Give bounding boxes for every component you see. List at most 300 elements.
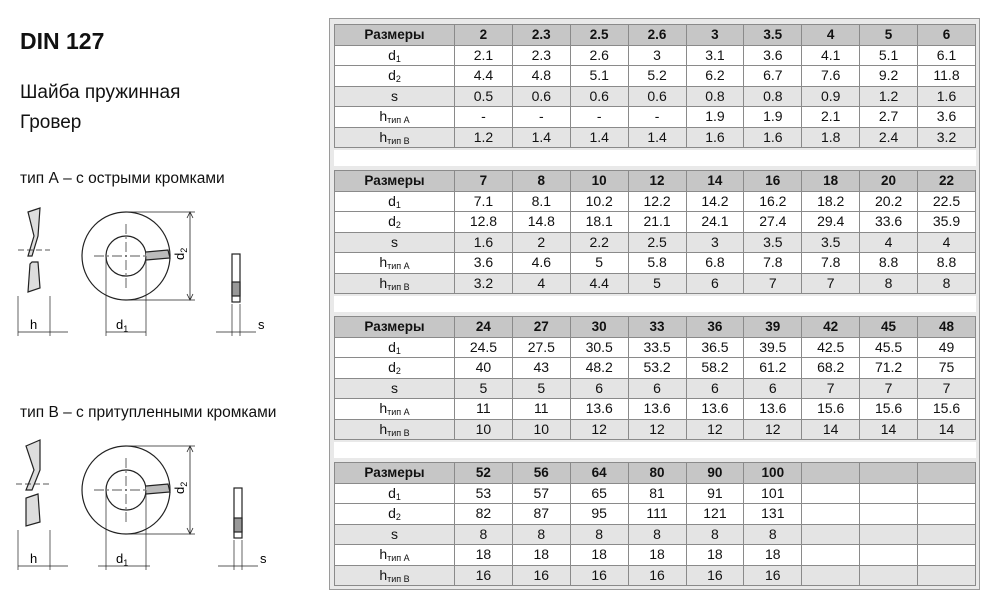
row-label-subscript: тип А — [387, 553, 410, 564]
table-cell — [860, 463, 918, 484]
d1-dimension-label: $d_1$ — [116, 317, 129, 334]
table-cell: 10 — [455, 419, 513, 440]
table-cell: 48.2 — [570, 358, 628, 379]
table-cell — [802, 565, 860, 586]
row-label-subscript: тип В — [387, 281, 410, 292]
row-label — [335, 45, 455, 66]
row-label-text: s — [391, 87, 398, 104]
row-label — [335, 545, 455, 566]
table-block — [334, 24, 976, 148]
row-label — [335, 483, 455, 504]
table-cell: 39 — [744, 317, 802, 338]
table-cell: 121 — [686, 504, 744, 525]
row-label-text: d — [388, 67, 396, 84]
table-cell: 4 — [918, 232, 976, 253]
table-cell: 6 — [686, 378, 744, 399]
dimensions-table — [329, 18, 980, 590]
row-label — [335, 212, 455, 233]
row-label-subscript: 2 — [395, 74, 401, 85]
row-label-text: d — [388, 213, 396, 230]
table-cell: 53 — [455, 483, 513, 504]
h-dimension-label: h — [30, 551, 38, 566]
table-cell: 8.8 — [918, 253, 976, 274]
table-cell — [918, 483, 976, 504]
row-label-text: h — [379, 566, 388, 583]
table-cell: 7 — [802, 273, 860, 294]
table-cell: 82 — [455, 504, 513, 525]
row-label-text: h — [379, 420, 388, 437]
row-label — [335, 273, 455, 294]
table-cell: 0.8 — [744, 86, 802, 107]
table-cell: 0.6 — [512, 86, 570, 107]
table-cell: 14 — [918, 419, 976, 440]
table-cell: 8 — [860, 273, 918, 294]
row-label-text: h — [379, 254, 388, 271]
table-cell: 1.6 — [744, 127, 802, 148]
table-cell: 64 — [570, 463, 628, 484]
d2-row — [335, 504, 976, 525]
table-cell: 7 — [918, 378, 976, 399]
table-cell: 14 — [686, 171, 744, 192]
table-cell — [860, 504, 918, 525]
table-cell: 18.1 — [570, 212, 628, 233]
table-cell: 0.8 — [686, 86, 744, 107]
row-label-text: d — [388, 359, 396, 376]
table-cell: 13.6 — [570, 399, 628, 420]
table-cell: 6 — [686, 273, 744, 294]
table-cell: 49 — [918, 337, 976, 358]
d1-row — [335, 45, 976, 66]
table-cell — [802, 524, 860, 545]
row-label-text: Размеры — [364, 319, 425, 335]
table-cell: 65 — [570, 483, 628, 504]
h-type-a-row — [335, 107, 976, 128]
table-cell: 87 — [512, 504, 570, 525]
row-label-text: d — [388, 192, 396, 209]
table-cell: 18 — [686, 545, 744, 566]
row-label — [335, 127, 455, 148]
table-cell: 4.1 — [802, 45, 860, 66]
row-label — [335, 317, 455, 338]
table-cell: 18 — [570, 545, 628, 566]
row-label-text: s — [391, 379, 398, 396]
table-cell: 14 — [860, 419, 918, 440]
row-label-subscript: 1 — [395, 53, 401, 64]
table-cell — [802, 463, 860, 484]
block-separator — [334, 442, 976, 458]
table-cell: 16 — [570, 565, 628, 586]
table-cell: 0.6 — [570, 86, 628, 107]
table-cell — [802, 545, 860, 566]
table-cell: 61.2 — [744, 358, 802, 379]
table-cell: 12 — [628, 419, 686, 440]
table-cell: 7 — [860, 378, 918, 399]
row-label — [335, 524, 455, 545]
table-cell: 12 — [628, 171, 686, 192]
table-cell: 3.5 — [744, 25, 802, 46]
row-label-text: s — [391, 525, 398, 542]
table-cell: 30 — [570, 317, 628, 338]
row-label-text: h — [379, 546, 388, 563]
d2-row — [335, 66, 976, 87]
table-cell: 10.2 — [570, 191, 628, 212]
table-cell: 52 — [455, 463, 513, 484]
row-label — [335, 232, 455, 253]
sizes-row — [335, 317, 976, 338]
d1-dimension-label: $d_1$ — [116, 551, 129, 568]
table-cell — [918, 524, 976, 545]
table-cell: 18 — [802, 171, 860, 192]
table-cell: 8.1 — [512, 191, 570, 212]
row-label — [335, 358, 455, 379]
table-cell: 131 — [744, 504, 802, 525]
table-cell: - — [570, 107, 628, 128]
row-label-subscript: тип А — [387, 261, 410, 272]
table-cell: 3 — [686, 232, 744, 253]
table-cell: 2.6 — [570, 45, 628, 66]
table-cell: 1.9 — [744, 107, 802, 128]
table-cell: 6 — [570, 378, 628, 399]
h-dimension-label: h — [30, 317, 38, 332]
table-cell: 18 — [512, 545, 570, 566]
type-b-washer-drawing — [10, 430, 280, 580]
row-label-text: h — [379, 128, 388, 145]
table-cell: 27 — [512, 317, 570, 338]
table-cell: 81 — [628, 483, 686, 504]
table-cell: 18 — [455, 545, 513, 566]
table-cell: 24.1 — [686, 212, 744, 233]
table-cell: 1.4 — [628, 127, 686, 148]
table-cell: 30.5 — [570, 337, 628, 358]
table-block — [334, 316, 976, 440]
table-cell: 4.8 — [512, 66, 570, 87]
table-cell: 5 — [455, 378, 513, 399]
table-cell: 10 — [512, 419, 570, 440]
table-cell — [802, 504, 860, 525]
row-label-text: s — [391, 233, 398, 250]
table-cell: 8 — [918, 273, 976, 294]
table-cell: 5 — [512, 378, 570, 399]
table-cell: 1.4 — [570, 127, 628, 148]
table-cell: 5 — [860, 25, 918, 46]
row-label-subscript: 2 — [395, 512, 401, 523]
row-label — [335, 66, 455, 87]
table-cell: 0.5 — [455, 86, 513, 107]
table-cell: 7 — [455, 171, 513, 192]
table-cell: 1.2 — [455, 127, 513, 148]
h-type-b-row — [335, 273, 976, 294]
table-cell: 2.7 — [860, 107, 918, 128]
table-cell: 5.8 — [628, 253, 686, 274]
table-cell: 6 — [918, 25, 976, 46]
table-cell: 15.6 — [802, 399, 860, 420]
table-cell: 4.6 — [512, 253, 570, 274]
table-cell: 7 — [802, 378, 860, 399]
table-cell — [918, 463, 976, 484]
table-cell — [860, 524, 918, 545]
d2-row — [335, 212, 976, 233]
s-dimension-label: s — [260, 551, 267, 566]
row-label-text: Размеры — [364, 27, 425, 43]
table-cell: 53.2 — [628, 358, 686, 379]
table-cell: 2.6 — [628, 25, 686, 46]
table-cell: 42 — [802, 317, 860, 338]
table-cell: 42.5 — [802, 337, 860, 358]
table-cell: 3 — [628, 45, 686, 66]
s-row — [335, 378, 976, 399]
table-cell: 6.7 — [744, 66, 802, 87]
table-cell: 1.4 — [512, 127, 570, 148]
table-cell: 33 — [628, 317, 686, 338]
table-block — [334, 170, 976, 294]
table-cell: 18 — [628, 545, 686, 566]
table-cell: 14 — [802, 419, 860, 440]
table-cell: 24.5 — [455, 337, 513, 358]
table-cell — [918, 565, 976, 586]
table-cell: 27.4 — [744, 212, 802, 233]
table-cell: 57 — [512, 483, 570, 504]
table-cell: 36 — [686, 317, 744, 338]
table-cell: 3.1 — [686, 45, 744, 66]
table-cell: 7.8 — [744, 253, 802, 274]
table-cell: 0.6 — [628, 86, 686, 107]
table-cell: 8 — [744, 524, 802, 545]
table-cell: 16 — [512, 565, 570, 586]
row-label-subscript: тип А — [387, 407, 410, 418]
block-separator — [334, 150, 976, 166]
table-cell: 16 — [628, 565, 686, 586]
table-cell: 80 — [628, 463, 686, 484]
table-cell: 12 — [570, 419, 628, 440]
table-cell: 2 — [455, 25, 513, 46]
table-cell — [802, 483, 860, 504]
row-label-subscript: тип В — [387, 135, 410, 146]
row-label-text: d — [388, 338, 396, 355]
table-cell: 58.2 — [686, 358, 744, 379]
table-cell: 1.6 — [455, 232, 513, 253]
table-cell: 10 — [570, 171, 628, 192]
table-cell: 13.6 — [686, 399, 744, 420]
table-cell: 4.4 — [455, 66, 513, 87]
table-cell: 56 — [512, 463, 570, 484]
table-cell: - — [628, 107, 686, 128]
d2-row — [335, 358, 976, 379]
row-label-text: Размеры — [364, 173, 425, 189]
row-label — [335, 504, 455, 525]
table-cell: 5.1 — [570, 66, 628, 87]
table-cell: 3.6 — [918, 107, 976, 128]
table-cell: 6.1 — [918, 45, 976, 66]
table-cell: 20 — [860, 171, 918, 192]
table-cell: 3.5 — [802, 232, 860, 253]
table-cell: 18.2 — [802, 191, 860, 212]
table-cell: 12.8 — [455, 212, 513, 233]
table-cell: 5 — [570, 253, 628, 274]
table-cell: 7.1 — [455, 191, 513, 212]
h-type-a-row — [335, 545, 976, 566]
row-label — [335, 191, 455, 212]
row-label-text: h — [379, 400, 388, 417]
table-cell: 12 — [686, 419, 744, 440]
table-cell: 2.2 — [570, 232, 628, 253]
table-cell: 6.2 — [686, 66, 744, 87]
table-cell: 36.5 — [686, 337, 744, 358]
row-label-text: d — [388, 46, 396, 63]
row-label-subscript: тип В — [387, 427, 410, 438]
table-cell: 1.2 — [860, 86, 918, 107]
row-label-text: Размеры — [364, 465, 425, 481]
table-cell: 11 — [455, 399, 513, 420]
row-label — [335, 253, 455, 274]
table-cell: 7.6 — [802, 66, 860, 87]
table-cell: 1.9 — [686, 107, 744, 128]
table-cell: 5.2 — [628, 66, 686, 87]
table-cell: 14.8 — [512, 212, 570, 233]
row-label — [335, 86, 455, 107]
row-label-subscript: тип А — [387, 115, 410, 126]
table-cell: 24 — [455, 317, 513, 338]
table-cell: 3.6 — [744, 45, 802, 66]
table-cell: 5.1 — [860, 45, 918, 66]
table-cell: 4.4 — [570, 273, 628, 294]
table-cell: 3.2 — [455, 273, 513, 294]
table-cell: 6 — [744, 378, 802, 399]
table-cell: 8 — [512, 524, 570, 545]
d1-row — [335, 337, 976, 358]
table-cell: 35.9 — [918, 212, 976, 233]
s-row — [335, 86, 976, 107]
s-row — [335, 524, 976, 545]
h-type-b-row — [335, 127, 976, 148]
table-cell: 6.8 — [686, 253, 744, 274]
row-label-subscript: тип В — [387, 573, 410, 584]
table-cell: 8 — [512, 171, 570, 192]
table-cell: 8 — [628, 524, 686, 545]
table-cell: 3.5 — [744, 232, 802, 253]
table-cell: 29.4 — [802, 212, 860, 233]
table-cell: 91 — [686, 483, 744, 504]
table-cell: - — [455, 107, 513, 128]
table-cell: 71.2 — [860, 358, 918, 379]
table-cell: 8.8 — [860, 253, 918, 274]
table-cell: 1.6 — [686, 127, 744, 148]
table-cell — [860, 545, 918, 566]
table-cell: 16 — [686, 565, 744, 586]
sizes-row — [335, 25, 976, 46]
row-label — [335, 107, 455, 128]
row-label-text: h — [379, 274, 388, 291]
table-cell: 2 — [512, 232, 570, 253]
s-dimension-label: s — [258, 317, 265, 332]
h-type-a-row — [335, 253, 976, 274]
page-title: DIN 127 — [20, 28, 105, 54]
table-cell: 1.6 — [918, 86, 976, 107]
table-cell: 15.6 — [860, 399, 918, 420]
table-cell: 111 — [628, 504, 686, 525]
table-cell — [860, 483, 918, 504]
table-cell: 15.6 — [918, 399, 976, 420]
table-cell: 3.6 — [455, 253, 513, 274]
table-cell: 68.2 — [802, 358, 860, 379]
d1-row — [335, 483, 976, 504]
h-type-b-row — [335, 565, 976, 586]
row-label — [335, 171, 455, 192]
subtitle-line-2: Гровер — [20, 112, 82, 133]
sizes-row — [335, 463, 976, 484]
row-label — [335, 337, 455, 358]
table-cell — [860, 565, 918, 586]
row-label — [335, 419, 455, 440]
type-a-label: тип А – с острыми кромками — [20, 170, 225, 187]
table-cell: 9.2 — [860, 66, 918, 87]
d2-dimension-label: $d_2$ — [172, 247, 189, 260]
table-cell: 22 — [918, 171, 976, 192]
table-cell: 8 — [686, 524, 744, 545]
subtitle-line-1: Шайба пружинная — [20, 82, 181, 103]
table-cell: 4 — [512, 273, 570, 294]
table-cell: 5 — [628, 273, 686, 294]
table-cell: 4 — [860, 232, 918, 253]
table-cell: 40 — [455, 358, 513, 379]
table-cell: 14.2 — [686, 191, 744, 212]
table-cell: 7 — [744, 273, 802, 294]
table-cell: 4 — [802, 25, 860, 46]
table-cell: 45.5 — [860, 337, 918, 358]
table-cell: 33.6 — [860, 212, 918, 233]
table-cell: 2.1 — [802, 107, 860, 128]
row-label-text: h — [379, 108, 388, 125]
block-separator — [334, 296, 976, 312]
row-label — [335, 25, 455, 46]
table-cell: 16 — [744, 565, 802, 586]
table-cell: 2.1 — [455, 45, 513, 66]
table-cell: 45 — [860, 317, 918, 338]
table-cell: 13.6 — [628, 399, 686, 420]
table-cell: 2.3 — [512, 25, 570, 46]
d2-dimension-label: $d_2$ — [172, 481, 189, 494]
row-label-subscript: 1 — [395, 491, 401, 502]
row-label-subscript: 1 — [395, 199, 401, 210]
type-a-washer-drawing — [10, 196, 280, 346]
table-cell: 3 — [686, 25, 744, 46]
table-cell: 6 — [628, 378, 686, 399]
row-label — [335, 399, 455, 420]
table-cell: 11.8 — [918, 66, 976, 87]
table-cell: 7.8 — [802, 253, 860, 274]
table-cell: 12 — [744, 419, 802, 440]
table-cell — [918, 545, 976, 566]
table-cell: 1.8 — [802, 127, 860, 148]
table-cell: 101 — [744, 483, 802, 504]
table-cell: 16.2 — [744, 191, 802, 212]
h-type-b-row — [335, 419, 976, 440]
table-cell: 0.9 — [802, 86, 860, 107]
table-cell: 2.5 — [570, 25, 628, 46]
table-cell: 22.5 — [918, 191, 976, 212]
table-cell: 43 — [512, 358, 570, 379]
table-cell: 95 — [570, 504, 628, 525]
row-label-subscript: 2 — [395, 220, 401, 231]
table-cell: 100 — [744, 463, 802, 484]
table-cell: 2.4 — [860, 127, 918, 148]
table-cell: 8 — [570, 524, 628, 545]
d1-row — [335, 191, 976, 212]
table-cell: 48 — [918, 317, 976, 338]
row-label — [335, 565, 455, 586]
table-cell: 90 — [686, 463, 744, 484]
table-cell: 16 — [744, 171, 802, 192]
sizes-row — [335, 171, 976, 192]
